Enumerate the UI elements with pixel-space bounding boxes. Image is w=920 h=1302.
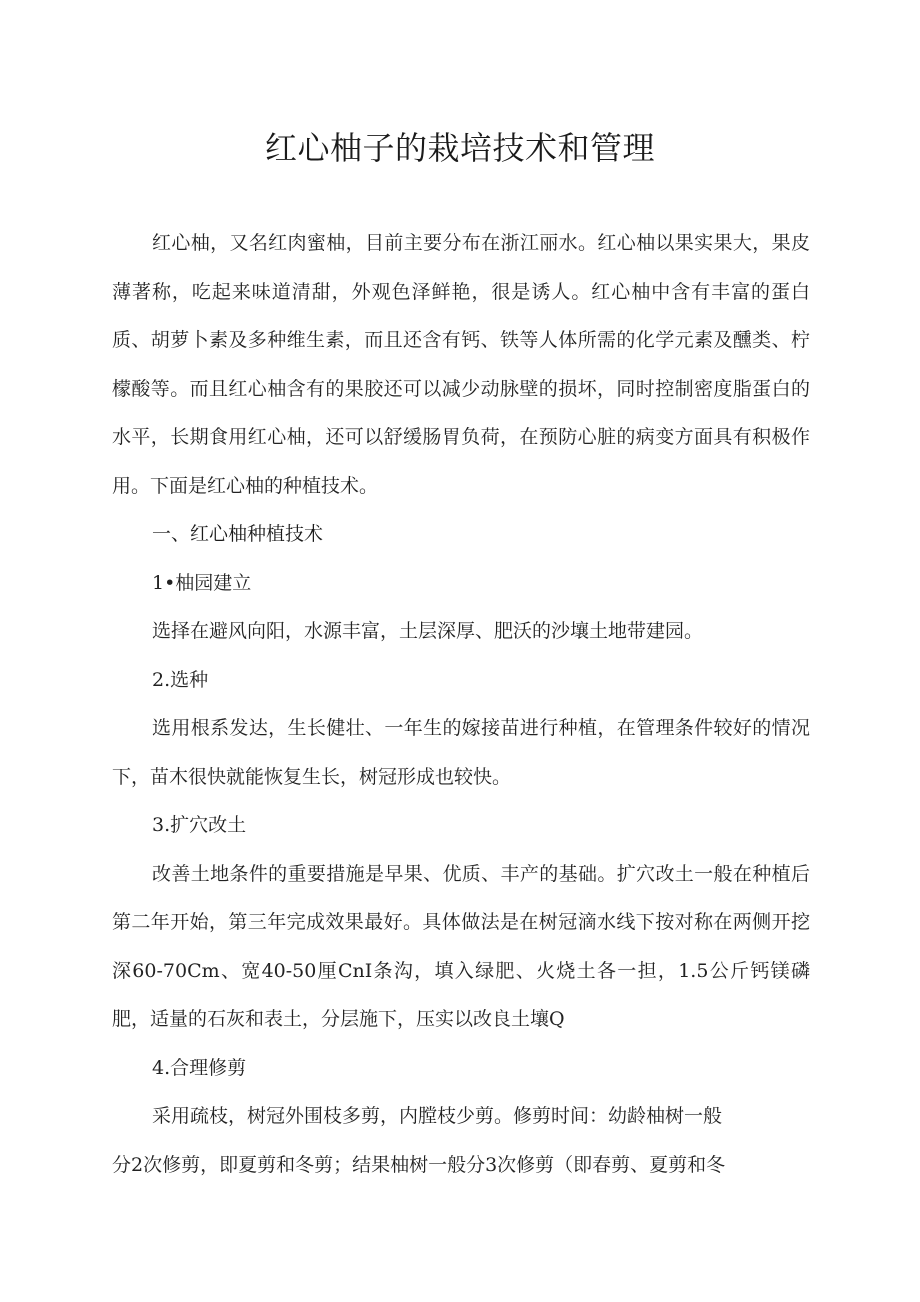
page-title: 红心柚子的栽培技术和管理 bbox=[264, 129, 655, 167]
subsection-heading-orchard: 1•柚园建立 bbox=[152, 571, 252, 594]
intro-paragraph: 红心柚，又名红肉蜜柚，目前主要分布在浙江丽水。红心柚以果实果大，果皮薄著称，吃起来味道清甜，外观色泽鲜艳，很是诱人。红心柚中含有丰富的蛋白质、胡萝卜素及多种维生素，而且还含有钙、铁等人体所需的化学元素及醺类、柠檬酸等。而且红心柚含有的果胶还可以减少动脉壁的损坏，同时控制密度脂蛋白的水平，长期食用红心柚，还可以舒缓肠胃负荷，在预防心脏的病变方面具有积极作用。下面是红心柚的种植技术。 bbox=[112, 232, 810, 497]
paragraph-orchard: 选择在避风向阳，水源丰富，土层深厚、肥沃的沙壤土地带建园。 bbox=[152, 620, 704, 642]
document-body bbox=[112, 219, 810, 1189]
subsection-heading-pruning: 4.合理修剪 bbox=[152, 1056, 247, 1079]
subsection-heading-soil: 3.扩穴改土 bbox=[152, 814, 247, 836]
paragraph-seed: 选用根系发达，生长健壮、一年生的嫁接苗进行种植，在管理条件较好的情况下，苗木很快就能恢复生长，树冠形成也较快。 bbox=[112, 717, 810, 788]
section-heading: 一、红心柚种植技术 bbox=[152, 523, 324, 545]
paragraph-soil: 改善土地条件的重要措施是早果、优质、丰产的基础。扩穴改土一般在种植后第二年开始，第三年完成效果最好。具体做法是在树冠滴水线下按对称在两侧开挖深60-70Cm、宽40-50厘CnI条沟，填入绿肥、火烧土各一担，1.5公斤钙镁磷肥，适量的石灰和表土，分层施下，压实以改良土壤Q bbox=[112, 862, 810, 1030]
paragraph-pruning-line-1: 采用疏枝，树冠外围枝多剪，内膛枝少剪。修剪时间：幼龄柚树一般 bbox=[152, 1105, 723, 1127]
subsection-heading-seed: 2.选种 bbox=[152, 668, 209, 691]
paragraph-pruning-line-2: 分2次修剪，即夏剪和冬剪；结果柚树一般分3次修剪（即春剪、夏剪和冬 bbox=[112, 1153, 726, 1176]
